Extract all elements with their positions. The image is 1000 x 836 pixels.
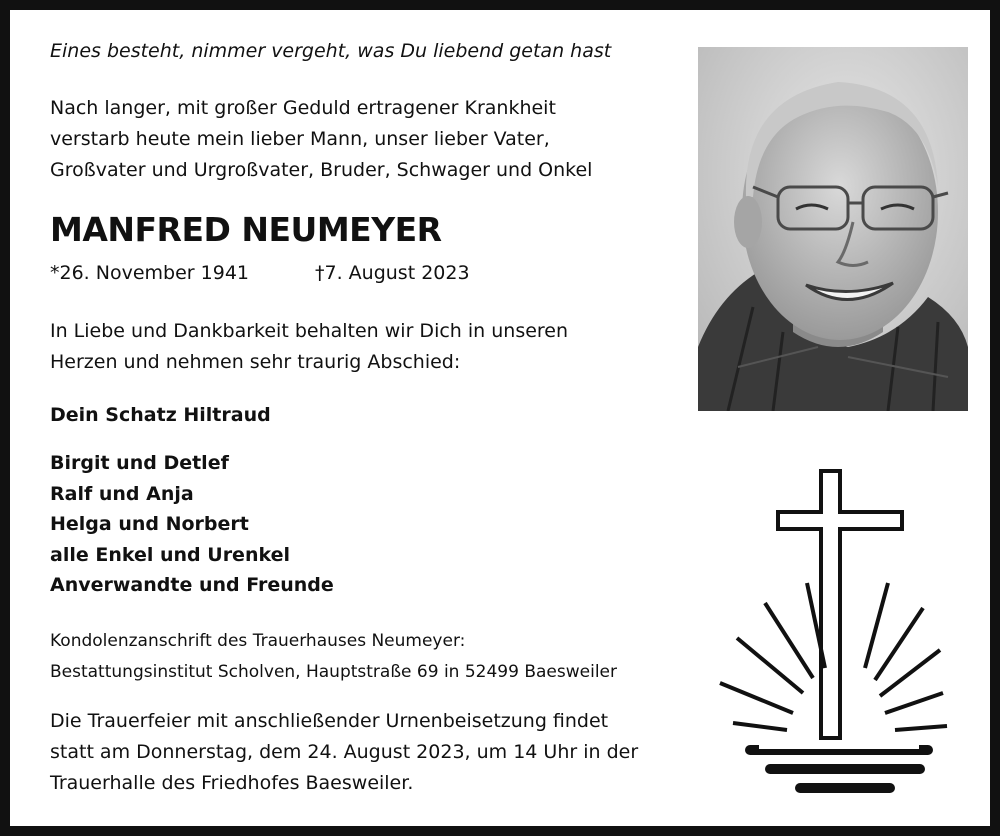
cross-sunrise-icon <box>715 468 950 798</box>
family-member: Helga und Norbert <box>50 513 249 535</box>
intro-text <box>50 93 592 186</box>
death-date: †7. August 2023 <box>315 262 470 284</box>
family-member: Birgit und Detlef <box>50 452 229 474</box>
farewell-line: Herzen und nehmen sehr traurig Abschied: <box>50 351 461 373</box>
family-list <box>50 448 334 601</box>
family-member: Anverwandte und Freunde <box>50 574 334 596</box>
intro-line: Nach langer, mit großer Geduld ertragener Krankheit <box>50 97 556 119</box>
condolence-address <box>50 626 617 688</box>
family-member: alle Enkel und Urenkel <box>50 543 290 566</box>
condolence-line: Bestattungsinstitut Scholven, Hauptstraße 69 in 52499 Baesweiler <box>50 662 617 682</box>
intro-line: Großvater und Urgroßvater, Bruder, Schwager und Onkel <box>50 159 593 181</box>
deceased-name: MANFRED NEUMEYER <box>50 210 442 249</box>
intro-line: verstarb heute mein lieber Mann, unser lieber Vater, <box>50 128 550 150</box>
motto-quote: Eines besteht, nimmer vergeht, was Du liebend getan hast <box>50 40 612 62</box>
family-member: Ralf und Anja <box>50 482 194 505</box>
farewell-line: In Liebe und Dankbarkeit behalten wir Dich in unseren <box>50 320 569 342</box>
spouse-signature: Dein Schatz Hiltraud <box>50 404 271 426</box>
portrait-photo-icon <box>698 47 968 411</box>
birth-date: *26. November 1941 <box>50 262 249 284</box>
funeral-line: Trauerhalle des Friedhofes Baesweiler. <box>50 772 414 794</box>
funeral-line: statt am Donnerstag, dem 24. August 2023, um 14 Uhr in der <box>50 741 639 763</box>
farewell-text <box>50 316 568 378</box>
funeral-line: Die Trauerfeier mit anschließender Urnenbeisetzung findet <box>50 710 609 732</box>
condolence-line: Kondolenzanschrift des Trauerhauses Neumeyer: <box>50 631 466 651</box>
funeral-notice <box>50 706 638 799</box>
life-dates <box>50 262 470 284</box>
